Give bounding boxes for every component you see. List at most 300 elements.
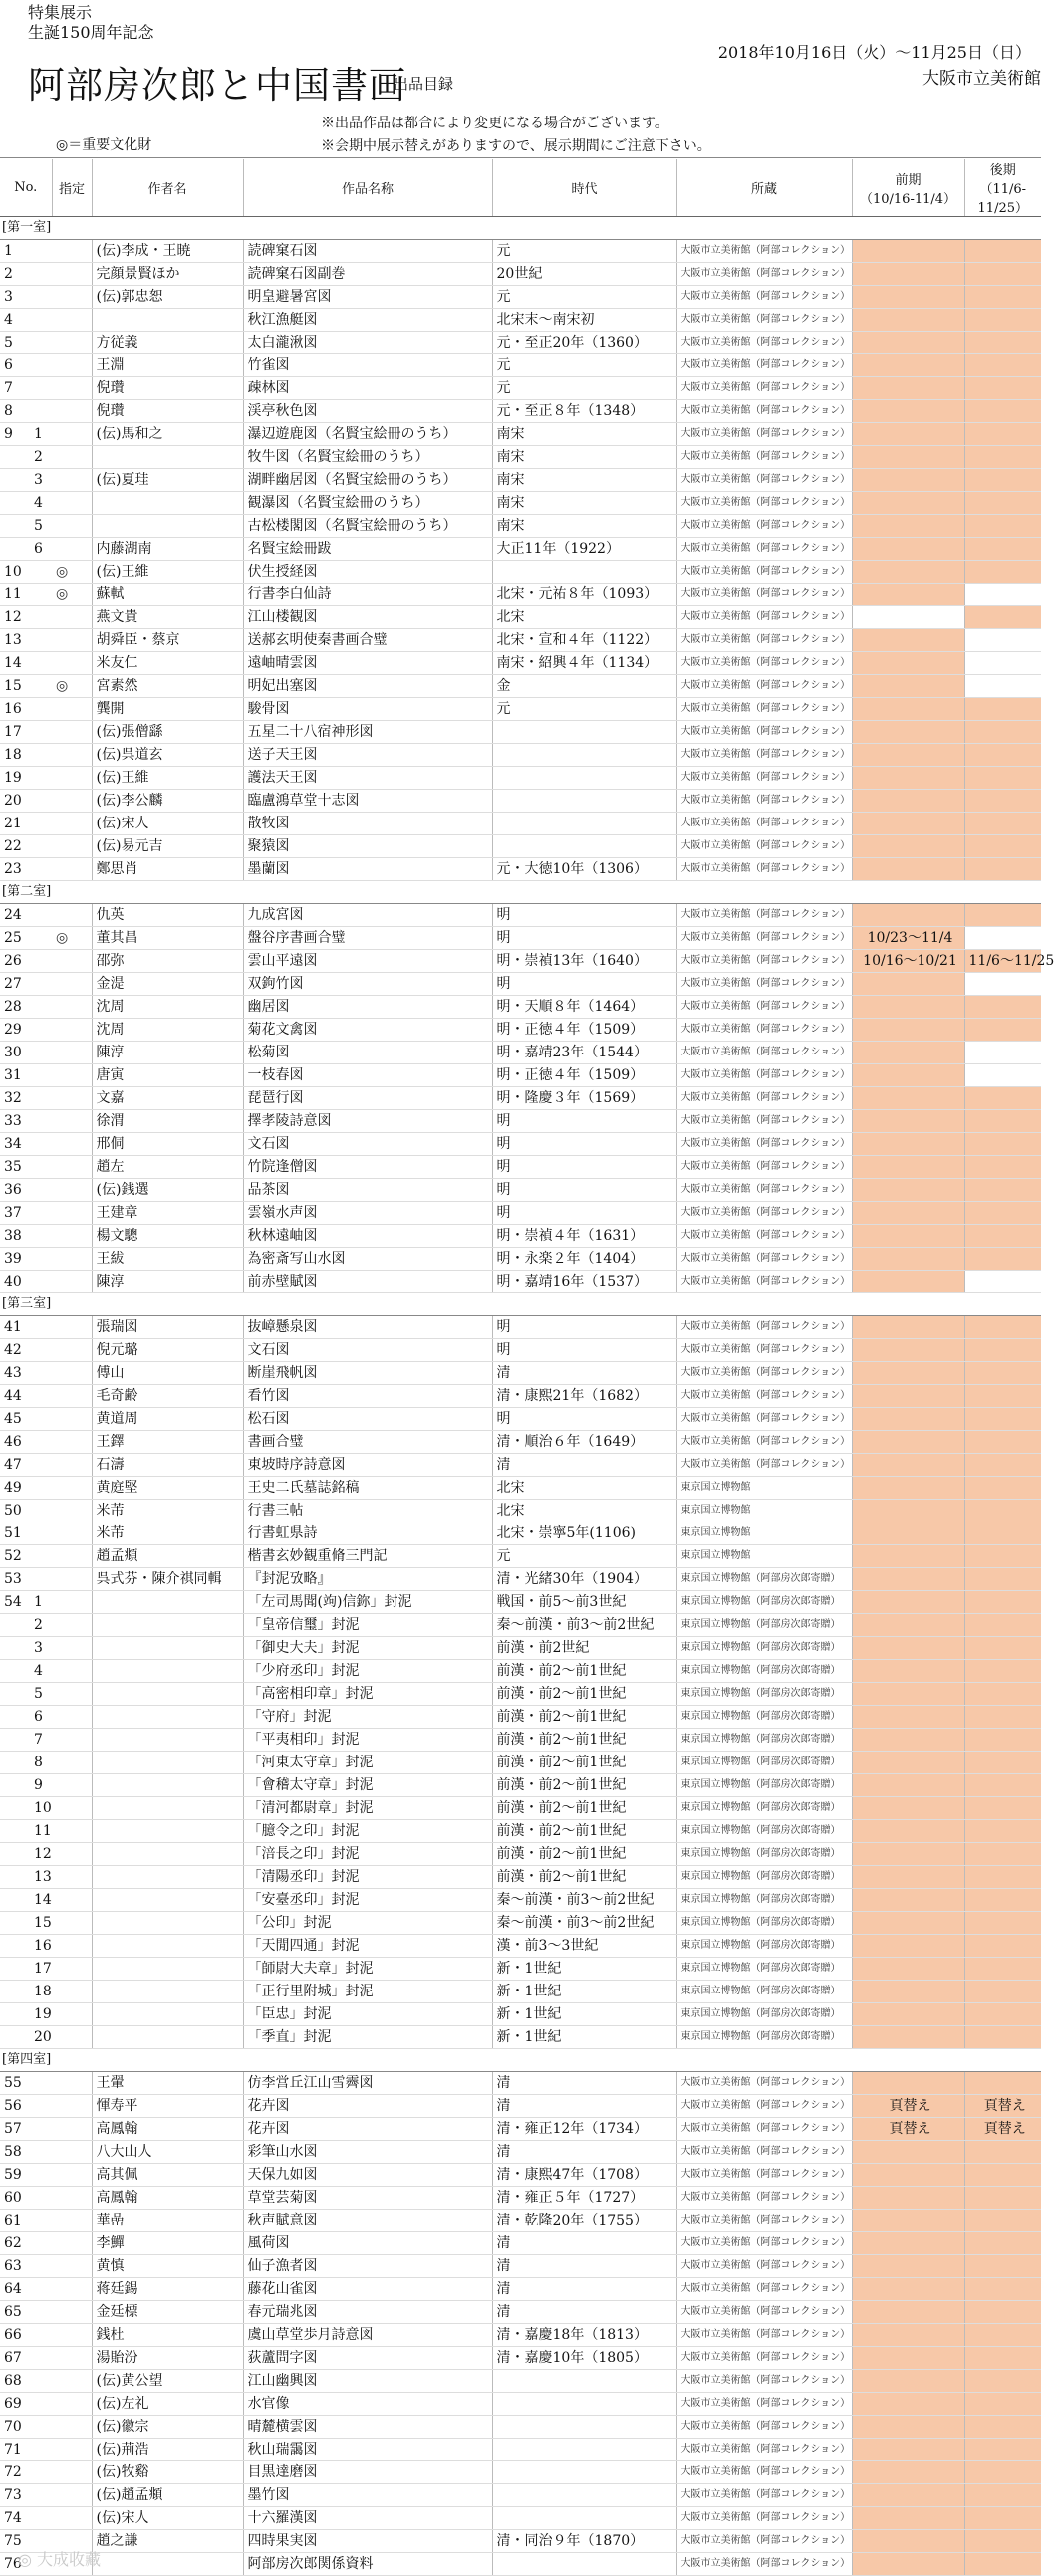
second-period-cell	[964, 858, 1041, 881]
owner-cell: 大阪市立美術館（阿部コレクション）	[676, 584, 852, 606]
row-number: 5	[0, 332, 30, 354]
designation-mark	[52, 1042, 92, 1064]
owner-cell: 大阪市立美術館（阿部コレクション）	[676, 1248, 852, 1271]
period-cell: 北宋	[492, 1500, 676, 1522]
second-period-cell	[964, 1454, 1041, 1477]
table-row	[0, 1316, 1041, 1339]
second-period-cell	[964, 1316, 1041, 1339]
period-cell	[492, 2461, 676, 2484]
period-cell: 元	[492, 286, 676, 309]
owner-cell: 東京国立博物館（阿部房次郎寄贈）	[676, 1912, 852, 1935]
title-cell: 断崖飛帆図	[243, 1362, 492, 1385]
title-cell: 疎林図	[243, 377, 492, 400]
row-number: 31	[0, 1064, 30, 1087]
row-number	[0, 492, 30, 515]
title-cell: 秋声賦意図	[243, 2210, 492, 2232]
owner-cell: 大阪市立美術館（阿部コレクション）	[676, 2530, 852, 2553]
second-period-cell	[964, 354, 1041, 377]
title-cell: 「會稽太守章」封泥	[243, 1774, 492, 1797]
row-sub-number	[30, 1202, 52, 1225]
row-number: 54	[0, 1591, 30, 1614]
row-sub-number: 12	[30, 1843, 52, 1866]
period-cell	[492, 2439, 676, 2461]
row-sub-number	[30, 2484, 52, 2507]
table-row	[0, 1591, 1041, 1614]
first-period-cell	[852, 423, 964, 446]
title-cell: 水官像	[243, 2393, 492, 2416]
row-number	[0, 469, 30, 492]
first-period-cell	[852, 1843, 964, 1866]
row-number: 57	[0, 2118, 30, 2141]
first-period-cell	[852, 675, 964, 698]
second-period-cell	[964, 423, 1041, 446]
designation-mark	[52, 2118, 92, 2141]
row-sub-number	[30, 240, 52, 263]
designation-mark: ◎	[52, 561, 92, 584]
owner-cell: 東京国立博物館	[676, 1522, 852, 1545]
row-number: 41	[0, 1316, 30, 1339]
first-period-cell	[852, 1179, 964, 1202]
artist-cell	[92, 1866, 243, 1889]
title-cell: 「左司馬聞(竘)信鉨」封泥	[243, 1591, 492, 1614]
second-period-cell	[964, 1568, 1041, 1591]
period-cell: 南宋	[492, 515, 676, 538]
row-sub-number: 15	[30, 1912, 52, 1935]
artist-cell: 邢侗	[92, 1133, 243, 1156]
first-period-cell	[852, 1568, 964, 1591]
first-period-cell	[852, 469, 964, 492]
table-row	[0, 2370, 1041, 2393]
first-period-cell	[852, 1797, 964, 1820]
first-period-cell	[852, 813, 964, 835]
period-cell	[492, 2553, 676, 2576]
title-cell: 幽居図	[243, 996, 492, 1019]
designation-mark	[52, 1133, 92, 1156]
row-number: 45	[0, 1408, 30, 1431]
row-number: 74	[0, 2507, 30, 2530]
table-header-row	[0, 159, 1041, 217]
first-period-cell	[852, 1660, 964, 1683]
row-sub-number	[30, 2164, 52, 2187]
second-period-cell	[964, 1339, 1041, 1362]
row-number: 33	[0, 1110, 30, 1133]
row-number	[0, 1935, 30, 1958]
table-row	[0, 1271, 1041, 1293]
table-row	[0, 2278, 1041, 2301]
designation-mark	[52, 1019, 92, 1042]
col-header-first-period	[852, 159, 964, 217]
artist-cell	[92, 2003, 243, 2026]
artist-cell: 高其佩	[92, 2164, 243, 2187]
artist-cell: (伝)牧谿	[92, 2461, 243, 2484]
first-period-cell	[852, 744, 964, 767]
second-period-cell	[964, 263, 1041, 286]
artist-cell: 黄庭堅	[92, 1477, 243, 1500]
row-sub-number	[30, 1454, 52, 1477]
table-row	[0, 1087, 1041, 1110]
row-number	[0, 1866, 30, 1889]
owner-cell: 大阪市立美術館（阿部コレクション）	[676, 1454, 852, 1477]
second-period-cell	[964, 1408, 1041, 1431]
first-period-cell	[852, 1683, 964, 1706]
table-row	[0, 286, 1041, 309]
period-cell: 明・崇禎13年（1640）	[492, 950, 676, 973]
second-period-cell	[964, 240, 1041, 263]
first-period-cell	[852, 2461, 964, 2484]
designation-mark	[52, 1477, 92, 1500]
first-period-cell	[852, 767, 964, 790]
table-row	[0, 1797, 1041, 1820]
owner-cell: 大阪市立美術館（阿部コレクション）	[676, 332, 852, 354]
row-sub-number	[30, 721, 52, 744]
second-period-cell: 頁替え	[964, 2118, 1041, 2141]
row-number: 62	[0, 2232, 30, 2255]
header-divider	[0, 157, 1041, 158]
artist-cell: 龔開	[92, 698, 243, 721]
period-cell: 前漢・前2～前1世紀	[492, 1683, 676, 1706]
artist-cell	[92, 2553, 243, 2576]
designation-mark	[52, 263, 92, 286]
row-number: 49	[0, 1477, 30, 1500]
first-period-cell	[852, 1500, 964, 1522]
title-cell: 荻蘆問字図	[243, 2347, 492, 2370]
catalog-header	[0, 0, 1041, 159]
second-period-cell	[964, 698, 1041, 721]
owner-cell: 大阪市立美術館（阿部コレクション）	[676, 2232, 852, 2255]
owner-cell: 東京国立博物館（阿部房次郎寄贈）	[676, 1843, 852, 1866]
row-sub-number	[30, 400, 52, 423]
designation-mark	[52, 2301, 92, 2324]
designation-mark	[52, 2072, 92, 2095]
table-row	[0, 927, 1041, 950]
artist-cell: (伝)張僧繇	[92, 721, 243, 744]
artist-cell: 金廷標	[92, 2301, 243, 2324]
designation-mark	[52, 2507, 92, 2530]
designation-mark	[52, 1545, 92, 1568]
second-period-cell	[964, 835, 1041, 858]
owner-cell: 大阪市立美術館（阿部コレクション）	[676, 2118, 852, 2141]
table-row	[0, 2118, 1041, 2141]
table-row	[0, 652, 1041, 675]
title-cell: 天保九如図	[243, 2164, 492, 2187]
row-sub-number	[30, 675, 52, 698]
owner-cell: 大阪市立美術館（阿部コレクション）	[676, 2164, 852, 2187]
first-period-cell	[852, 1614, 964, 1637]
artist-cell: 華嵒	[92, 2210, 243, 2232]
title-cell: 古松楼閣図（名賢宝絵冊のうち）	[243, 515, 492, 538]
owner-cell: 東京国立博物館（阿部房次郎寄贈）	[676, 1935, 852, 1958]
artist-cell: 沈周	[92, 1019, 243, 1042]
second-period-cell	[964, 1958, 1041, 1981]
row-sub-number	[30, 2416, 52, 2439]
first-period-cell	[852, 2187, 964, 2210]
designation-mark	[52, 1087, 92, 1110]
row-number: 35	[0, 1156, 30, 1179]
table-row	[0, 1568, 1041, 1591]
change-notice: ※出品作品は都合により変更になる場合がございます。	[321, 116, 668, 131]
artist-cell	[92, 492, 243, 515]
period-cell	[492, 767, 676, 790]
period-cell: 明	[492, 1339, 676, 1362]
designation-mark	[52, 2187, 92, 2210]
row-number: 21	[0, 813, 30, 835]
row-sub-number	[30, 2461, 52, 2484]
designation-mark	[52, 309, 92, 332]
title-cell: 「公印」封泥	[243, 1912, 492, 1935]
row-sub-number	[30, 1271, 52, 1293]
period-cell: 大正11年（1922）	[492, 538, 676, 561]
owner-cell: 大阪市立美術館（阿部コレクション）	[676, 1110, 852, 1133]
table-row	[0, 1454, 1041, 1477]
row-number: 38	[0, 1225, 30, 1248]
title-cell: 松菊図	[243, 1042, 492, 1064]
title-cell: 太白瀧湫図	[243, 332, 492, 354]
table-row	[0, 446, 1041, 469]
owner-cell: 大阪市立美術館（阿部コレクション）	[676, 2347, 852, 2370]
second-period-cell	[964, 996, 1041, 1019]
row-number: 26	[0, 950, 30, 973]
artist-cell: (伝)銭選	[92, 1179, 243, 1202]
owner-cell: 大阪市立美術館（阿部コレクション）	[676, 904, 852, 927]
owner-cell: 大阪市立美術館（阿部コレクション）	[676, 1385, 852, 1408]
row-sub-number: 19	[30, 2003, 52, 2026]
table-row	[0, 1042, 1041, 1064]
section-header-row	[0, 1293, 1041, 1316]
period-cell: 元	[492, 354, 676, 377]
row-number: 34	[0, 1133, 30, 1156]
table-row	[0, 2255, 1041, 2278]
artist-cell: (伝)宋人	[92, 2507, 243, 2530]
table-row	[0, 606, 1041, 629]
row-sub-number: 1	[30, 423, 52, 446]
owner-cell: 東京国立博物館（阿部房次郎寄贈）	[676, 1568, 852, 1591]
row-number	[0, 1843, 30, 1866]
artist-cell: 王翬	[92, 2072, 243, 2095]
owner-cell: 東京国立博物館（阿部房次郎寄贈）	[676, 1866, 852, 1889]
row-number	[0, 446, 30, 469]
row-number: 51	[0, 1522, 30, 1545]
table-row	[0, 2210, 1041, 2232]
period-cell: 清	[492, 2232, 676, 2255]
period-cell: 前漢・前2～前1世紀	[492, 1843, 676, 1866]
title-cell: 秋江漁艇図	[243, 309, 492, 332]
row-number: 55	[0, 2072, 30, 2095]
title-cell: 九成宮図	[243, 904, 492, 927]
artist-cell: 趙之謙	[92, 2530, 243, 2553]
designation-mark	[52, 1637, 92, 1660]
row-sub-number	[30, 1110, 52, 1133]
row-sub-number	[30, 2439, 52, 2461]
artist-cell: (伝)荊浩	[92, 2439, 243, 2461]
designation-mark	[52, 1110, 92, 1133]
title-cell: 送郝玄明使秦書画合璧	[243, 629, 492, 652]
designation-mark	[52, 2370, 92, 2393]
row-number	[0, 1820, 30, 1843]
period-cell: 金	[492, 675, 676, 698]
owner-cell: 大阪市立美術館（阿部コレクション）	[676, 996, 852, 1019]
owner-cell: 東京国立博物館（阿部房次郎寄贈）	[676, 1820, 852, 1843]
title-cell: 松石図	[243, 1408, 492, 1431]
table-row	[0, 813, 1041, 835]
row-number: 71	[0, 2439, 30, 2461]
second-period-cell	[964, 629, 1041, 652]
designation-mark	[52, 1385, 92, 1408]
owner-cell: 大阪市立美術館（阿部コレクション）	[676, 790, 852, 813]
artist-cell: 張瑞図	[92, 1316, 243, 1339]
owner-cell: 東京国立博物館（阿部房次郎寄贈）	[676, 1752, 852, 1774]
period-cell	[492, 744, 676, 767]
row-sub-number	[30, 561, 52, 584]
period-cell: 新・1世紀	[492, 1958, 676, 1981]
first-period-cell	[852, 1866, 964, 1889]
artist-cell	[92, 1752, 243, 1774]
row-number	[0, 1729, 30, 1752]
title-cell: 明皇避暑宮図	[243, 286, 492, 309]
title-cell: 読碑窠石図副巻	[243, 263, 492, 286]
artist-cell: (伝)夏珪	[92, 469, 243, 492]
row-number: 19	[0, 767, 30, 790]
exhibit-type-label: 特集展示	[28, 3, 93, 22]
owner-cell: 東京国立博物館（阿部房次郎寄贈）	[676, 1981, 852, 2003]
period-cell	[492, 2393, 676, 2416]
row-number: 10	[0, 561, 30, 584]
table-row	[0, 2553, 1041, 2576]
owner-cell: 大阪市立美術館（阿部コレクション）	[676, 2507, 852, 2530]
row-number: 4	[0, 309, 30, 332]
col-header-artist: 作者名	[92, 159, 243, 217]
title-cell: 「季直」封泥	[243, 2026, 492, 2049]
title-cell: 「守府」封泥	[243, 1706, 492, 1729]
second-period-cell	[964, 2393, 1041, 2416]
row-sub-number	[30, 606, 52, 629]
first-period-cell	[852, 1385, 964, 1408]
period-cell: 前漢・前2～前1世紀	[492, 1706, 676, 1729]
table-row	[0, 629, 1041, 652]
first-period-cell	[852, 1820, 964, 1843]
designation-mark	[52, 2416, 92, 2439]
first-period-cell	[852, 629, 964, 652]
row-sub-number	[30, 2507, 52, 2530]
designation-mark	[52, 1179, 92, 1202]
table-row	[0, 1683, 1041, 1706]
row-sub-number	[30, 2072, 52, 2095]
title-cell: 「安臺丞印」封泥	[243, 1889, 492, 1912]
row-number: 16	[0, 698, 30, 721]
row-number: 69	[0, 2393, 30, 2416]
owner-cell: 東京国立博物館（阿部房次郎寄贈）	[676, 1889, 852, 1912]
period-cell	[492, 721, 676, 744]
second-period-cell	[964, 744, 1041, 767]
owner-cell: 東京国立博物館（阿部房次郎寄贈）	[676, 1958, 852, 1981]
designation-mark	[52, 446, 92, 469]
row-number: 68	[0, 2370, 30, 2393]
table-row	[0, 675, 1041, 698]
period-cell: 清	[492, 1454, 676, 1477]
period-cell: 前漢・前2～前1世紀	[492, 1660, 676, 1683]
title-cell: 行書三帖	[243, 1500, 492, 1522]
designation-mark	[52, 904, 92, 927]
row-sub-number	[30, 1408, 52, 1431]
period-cell: 清・雍正12年（1734）	[492, 2118, 676, 2141]
period-cell: 南宋・紹興４年（1134）	[492, 652, 676, 675]
first-period-cell	[852, 698, 964, 721]
row-sub-number	[30, 1248, 52, 1271]
period-cell: 新・1世紀	[492, 1981, 676, 2003]
designation-mark	[52, 1271, 92, 1293]
artist-cell	[92, 1660, 243, 1683]
artist-cell: 陳淳	[92, 1271, 243, 1293]
row-sub-number	[30, 1316, 52, 1339]
first-period-cell: 10/16～10/21	[852, 950, 964, 973]
section-header-row	[0, 2049, 1041, 2072]
row-number: 44	[0, 1385, 30, 1408]
row-number	[0, 538, 30, 561]
period-cell: 清	[492, 2141, 676, 2164]
owner-cell: 東京国立博物館（阿部房次郎寄贈）	[676, 1660, 852, 1683]
artist-cell: 仇英	[92, 904, 243, 927]
designation-mark	[52, 606, 92, 629]
table-row	[0, 2301, 1041, 2324]
row-sub-number	[30, 2347, 52, 2370]
second-period-cell	[964, 1225, 1041, 1248]
period-cell	[492, 813, 676, 835]
row-number: 24	[0, 904, 30, 927]
second-period-cell	[964, 2187, 1041, 2210]
row-sub-number	[30, 1225, 52, 1248]
title-cell: 江山幽興図	[243, 2370, 492, 2393]
row-number: 14	[0, 652, 30, 675]
owner-cell: 東京国立博物館	[676, 1545, 852, 1568]
owner-cell: 大阪市立美術館（阿部コレクション）	[676, 606, 852, 629]
row-sub-number: 4	[30, 1660, 52, 1683]
second-period-cell	[964, 469, 1041, 492]
first-period-cell	[852, 1545, 964, 1568]
owner-cell: 大阪市立美術館（阿部コレクション）	[676, 813, 852, 835]
title-cell: 伏生授経図	[243, 561, 492, 584]
artist-cell: 黄慎	[92, 2255, 243, 2278]
table-row	[0, 1431, 1041, 1454]
first-period-cell	[852, 538, 964, 561]
owner-cell: 大阪市立美術館（阿部コレクション）	[676, 377, 852, 400]
artist-cell: 湯貽汾	[92, 2347, 243, 2370]
row-sub-number	[30, 973, 52, 996]
title-cell: 仿李営丘江山雪霽図	[243, 2072, 492, 2095]
table-row	[0, 1614, 1041, 1637]
title-cell: 秋林遠岫図	[243, 1225, 492, 1248]
artist-cell	[92, 1729, 243, 1752]
title-cell: 十六羅漢図	[243, 2507, 492, 2530]
title-cell: 前赤壁賦図	[243, 1271, 492, 1293]
second-period-cell	[964, 1820, 1041, 1843]
title-cell: 雲山平遠図	[243, 950, 492, 973]
table-row	[0, 973, 1041, 996]
owner-cell: 大阪市立美術館（阿部コレクション）	[676, 469, 852, 492]
first-period-cell	[852, 400, 964, 423]
designation-mark	[52, 240, 92, 263]
row-sub-number	[30, 858, 52, 881]
owner-cell: 大阪市立美術館（阿部コレクション）	[676, 1133, 852, 1156]
table-row	[0, 1545, 1041, 1568]
period-cell: 明・天順８年（1464）	[492, 996, 676, 1019]
title-cell: 「臣忠」封泥	[243, 2003, 492, 2026]
designation-mark	[52, 629, 92, 652]
row-sub-number: 3	[30, 469, 52, 492]
row-sub-number	[30, 698, 52, 721]
row-number: 15	[0, 675, 30, 698]
period-cell: 明・正徳４年（1509）	[492, 1019, 676, 1042]
first-period-cell	[852, 721, 964, 744]
artist-cell: 趙孟頫	[92, 1545, 243, 1568]
